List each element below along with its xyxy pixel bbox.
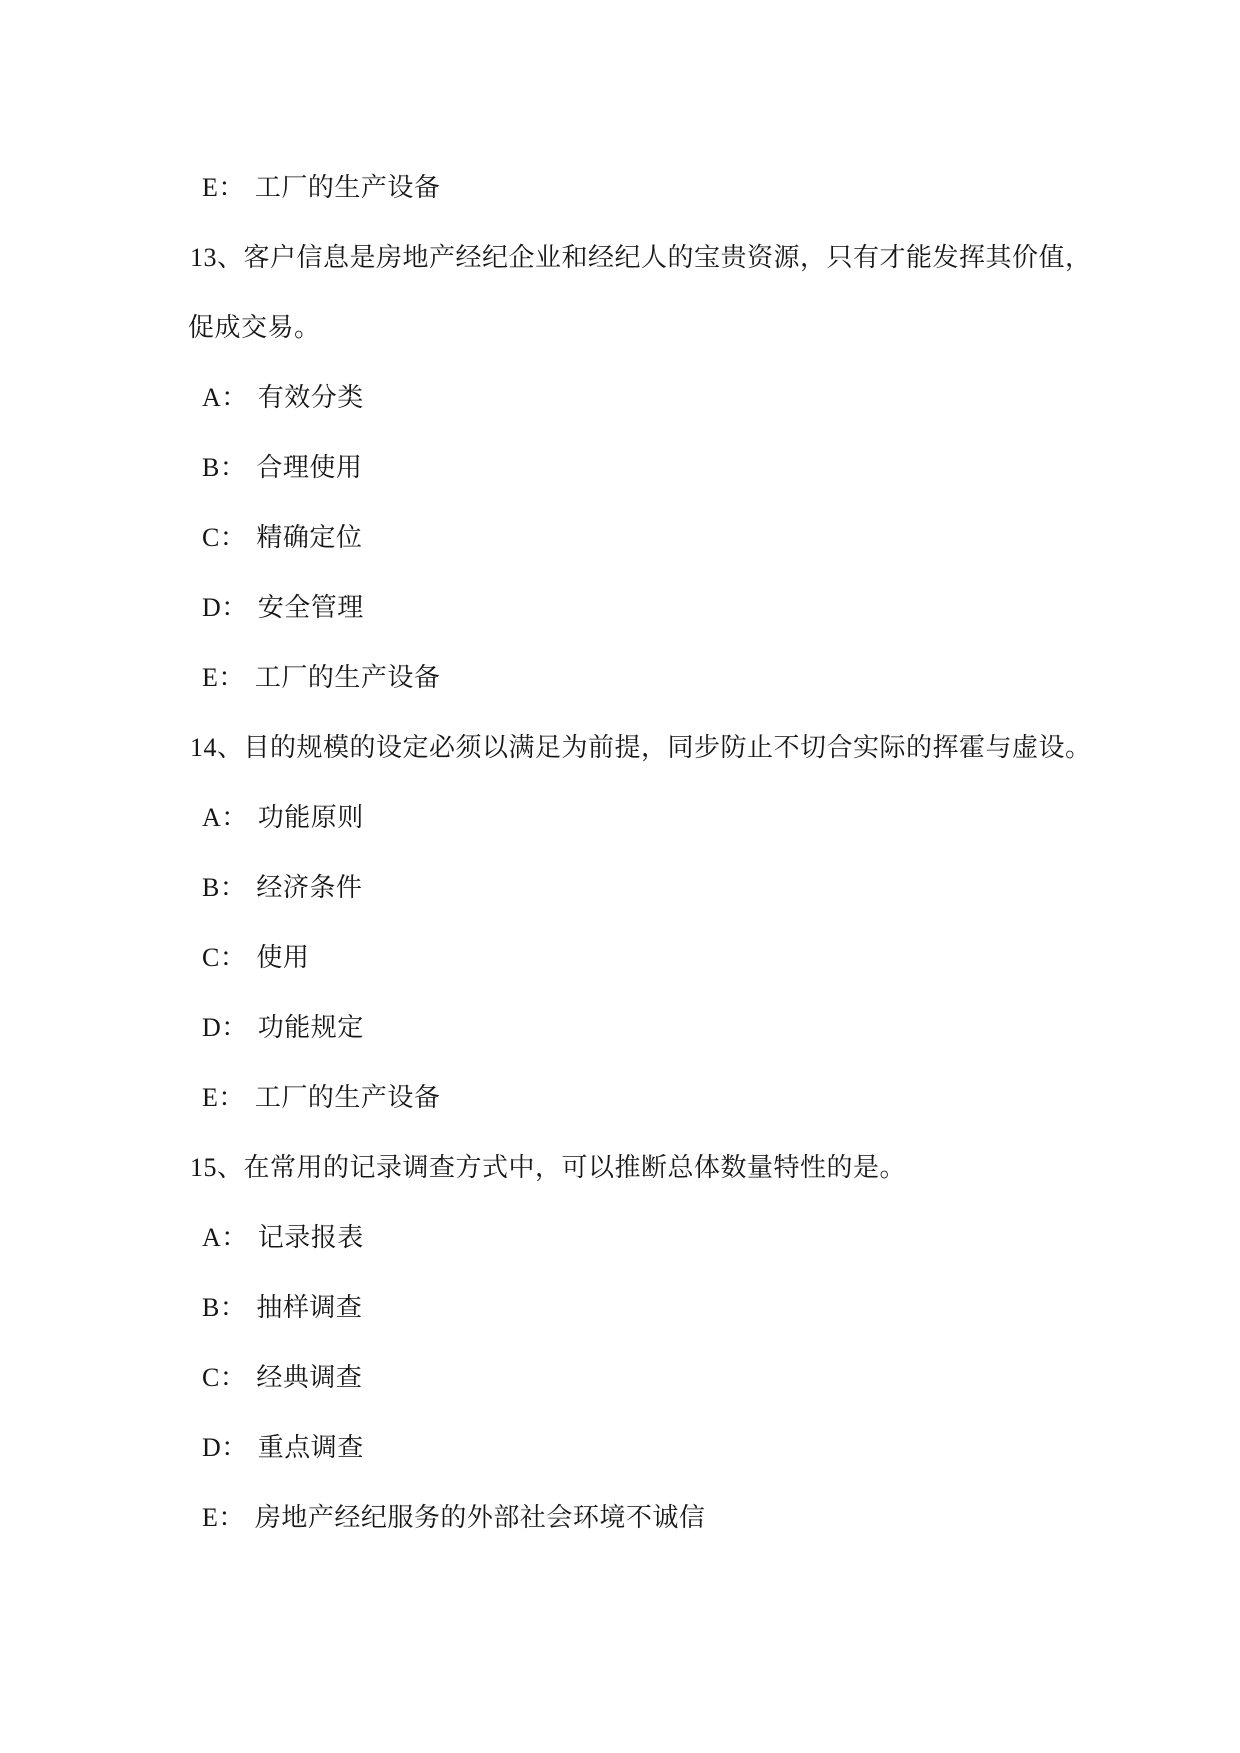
option-label: B： bbox=[202, 872, 247, 902]
option-text: 经济条件 bbox=[256, 872, 363, 902]
question-15-option-a bbox=[0, 1200, 1240, 1270]
option-label: C： bbox=[202, 1362, 247, 1392]
option-label: D： bbox=[202, 1012, 248, 1042]
question-13-option-a bbox=[0, 360, 1240, 430]
question-14-option-e bbox=[0, 1060, 1240, 1130]
option-text: 安全管理 bbox=[257, 592, 364, 622]
option-text: 记录报表 bbox=[257, 1222, 364, 1252]
option-label: A： bbox=[202, 1222, 248, 1252]
question-13-option-b bbox=[0, 430, 1240, 500]
option-text: 使用 bbox=[256, 942, 310, 972]
question-14-line-1: 14、目的规模的设定必须以满足为前提，同步防止不切合实际的挥霍与虚设。 bbox=[190, 732, 1092, 762]
question-14-option-a bbox=[0, 780, 1240, 850]
option-text: 有效分类 bbox=[257, 382, 364, 412]
option-text: 房地产经纪服务的外部社会环境不诚信 bbox=[254, 1502, 706, 1532]
option-label: A： bbox=[202, 382, 248, 412]
option-text: 功能原则 bbox=[257, 802, 364, 832]
question-13-option-d bbox=[0, 570, 1240, 640]
option-text: 抽样调查 bbox=[256, 1292, 363, 1322]
option-text: 重点调查 bbox=[257, 1432, 364, 1462]
orphan-option-e bbox=[0, 150, 1240, 220]
option-label: B： bbox=[202, 1292, 247, 1322]
question-13-line-1: 13、客户信息是房地产经纪企业和经纪人的宝贵资源，只有才能发挥其价值， bbox=[190, 242, 1092, 272]
option-text: 功能规定 bbox=[257, 1012, 364, 1042]
option-label: E： bbox=[202, 172, 245, 202]
question-14-option-b bbox=[0, 850, 1240, 920]
question-15-option-b bbox=[0, 1270, 1240, 1340]
option-label: A： bbox=[202, 802, 248, 832]
option-text: 经典调查 bbox=[256, 1362, 363, 1392]
option-label: C： bbox=[202, 522, 247, 552]
question-15-option-e bbox=[0, 1480, 1240, 1550]
option-label: D： bbox=[202, 592, 248, 622]
option-text: 工厂的生产设备 bbox=[254, 1082, 441, 1112]
option-label: E： bbox=[202, 1082, 245, 1112]
option-label: D： bbox=[202, 1432, 248, 1462]
question-15-line-1: 15、在常用的记录调查方式中，可以推断总体数量特性的是。 bbox=[190, 1152, 907, 1182]
option-text: 精确定位 bbox=[256, 522, 363, 552]
option-text: 合理使用 bbox=[256, 452, 363, 482]
question-15-option-d bbox=[0, 1410, 1240, 1480]
option-label: B： bbox=[202, 452, 247, 482]
question-13-option-c bbox=[0, 500, 1240, 570]
option-label: C： bbox=[202, 942, 247, 972]
question-14-option-d bbox=[0, 990, 1240, 1060]
option-text: 工厂的生产设备 bbox=[254, 662, 441, 692]
option-text: 工厂的生产设备 bbox=[254, 172, 441, 202]
option-label: E： bbox=[202, 1502, 245, 1532]
question-13-line-2: 促成交易。 bbox=[188, 312, 321, 342]
question-14-option-c bbox=[0, 920, 1240, 990]
question-15-option-c bbox=[0, 1340, 1240, 1410]
question-13-option-e bbox=[0, 640, 1240, 710]
option-label: E： bbox=[202, 662, 245, 692]
